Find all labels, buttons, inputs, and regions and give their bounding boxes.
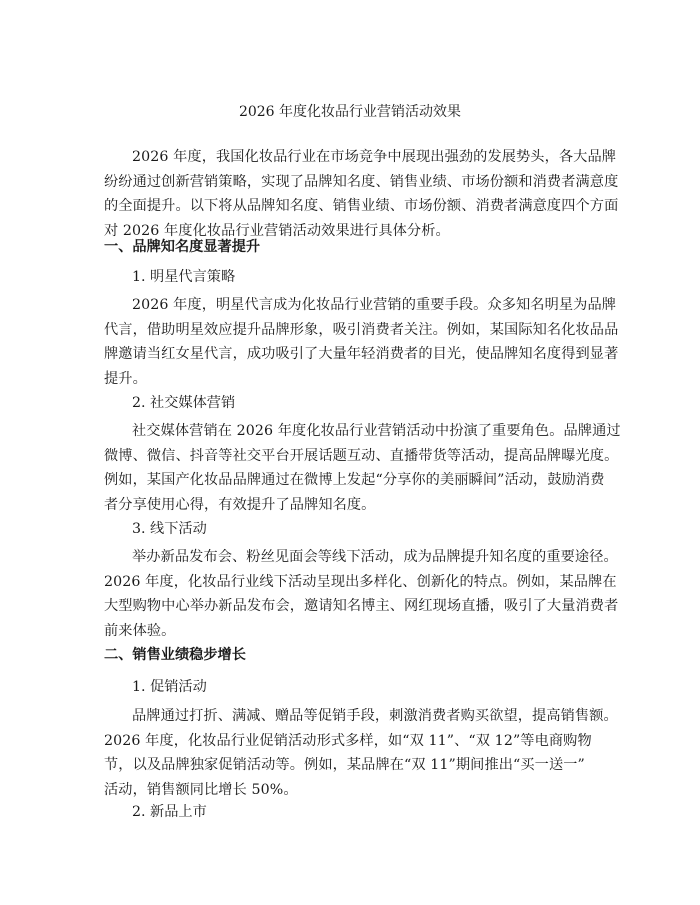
document-title: 2026 年度化妆品行业营销活动效果 xyxy=(238,104,462,120)
sub-heading-promotions: 1. 促销活动 xyxy=(132,679,207,695)
paragraph-line: 提升。 xyxy=(104,370,147,387)
paragraph-line: 活动，销售额同比增长 50%。 xyxy=(104,781,298,798)
paragraph-line: 代言，借助明星效应提升品牌形象，吸引消费者关注。例如，某国际知名化妆品品 xyxy=(104,321,619,338)
paragraph-line: 前来体验。 xyxy=(104,622,176,639)
sub-heading-social-media: 2. 社交媒体营销 xyxy=(132,395,236,411)
paragraph-line: 节，以及品牌独家促销活动等。例如，某品牌在“双 11”期间推出“买一送一” xyxy=(104,757,585,774)
sub-heading-celebrity-endorsement: 1. 明星代言策略 xyxy=(132,269,236,285)
paragraph-promotions xyxy=(104,704,618,802)
paragraph-line: 2026 年度，化妆品行业促销活动形式多样，如“双 11”、“双 12”等电商购物 xyxy=(104,732,592,749)
intro-line: 2026 年度，我国化妆品行业在市场竞争中展现出强劲的发展势头，各大品牌 xyxy=(132,149,617,165)
paragraph-line: 牌邀请当红女星代言，成功吸引了大量年轻消费者的目光，使品牌知名度得到显著 xyxy=(104,346,619,363)
paragraph-social-media xyxy=(104,419,621,517)
paragraph-line: 大型购物中心举办新品发布会，邀请知名博主、网红现场直播，吸引了大量消费者 xyxy=(104,598,619,615)
intro-paragraph xyxy=(104,145,619,243)
paragraph-line: 社交媒体营销在 2026 年度化妆品行业营销活动中扮演了重要角色。品牌通过 xyxy=(132,423,621,439)
section-heading-sales-performance: 二、销售业绩稳步增长 xyxy=(104,647,246,663)
sub-heading-new-products: 2. 新品上市 xyxy=(132,804,207,820)
paragraph-line: 2026 年度，化妆品行业线下活动呈现出多样化、创新化的特点。例如，某品牌在 xyxy=(104,573,617,590)
sub-heading-offline-events: 3. 线下活动 xyxy=(132,521,207,537)
paragraph-offline-events xyxy=(104,545,619,643)
paragraph-line: 者分享使用心得，有效提升了品牌知名度。 xyxy=(104,496,376,513)
paragraph-line: 2026 年度，明星代言成为化妆品行业营销的重要手段。众多知名明星为品牌 xyxy=(132,297,617,313)
paragraph-line: 举办新品发布会、粉丝见面会等线下活动，成为品牌提升知名度的重要途径。 xyxy=(132,549,618,565)
paragraph-line: 品牌通过打折、满减、赠品等促销手段，刺激消费者购买欲望，提高销售额。 xyxy=(132,708,618,724)
paragraph-line: 例如，某国产化妆品品牌通过在微博上发起“分享你的美丽瞬间”活动，鼓励消费 xyxy=(104,472,605,489)
intro-line: 纷纷通过创新营销策略，实现了品牌知名度、销售业绩、市场份额和消费者满意度 xyxy=(104,173,619,190)
intro-line: 的全面提升。以下将从品牌知名度、销售业绩、市场份额、消费者满意度四个方面 xyxy=(104,198,619,215)
paragraph-line: 微博、微信、抖音等社交平台开展话题互动、直播带货等活动，提高品牌曝光度。 xyxy=(104,447,619,464)
section-heading-brand-awareness: 一、品牌知名度显著提升 xyxy=(104,239,261,255)
paragraph-celebrity-endorsement xyxy=(104,293,619,391)
intro-line: 对 2026 年度化妆品行业营销活动效果进行具体分析。 xyxy=(104,222,450,239)
